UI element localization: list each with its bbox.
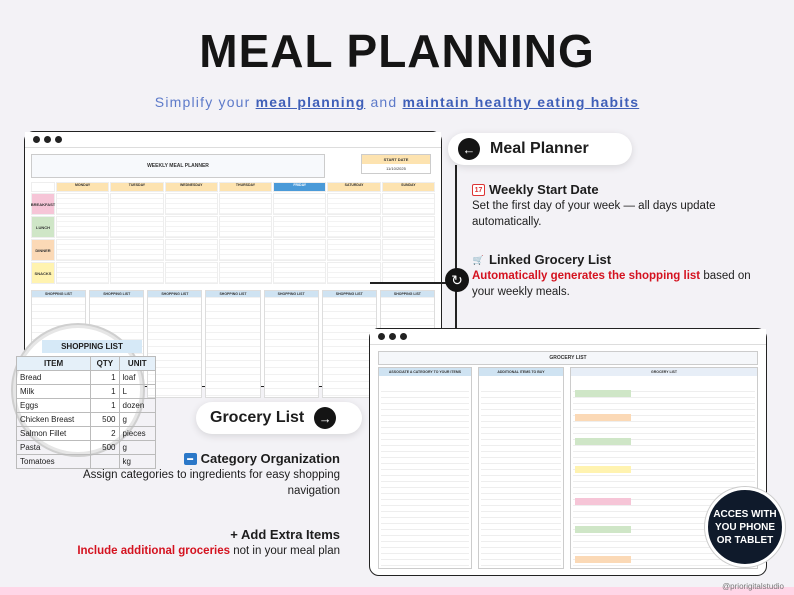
feature-body-text: based on your weekly meals. — [472, 270, 751, 298]
unit-cell: loaf — [119, 371, 155, 385]
shopping-list-header: SHOPPING LIST — [265, 291, 318, 297]
feature-heading — [40, 451, 340, 467]
item-cell: Bread — [17, 371, 91, 385]
feature-heading — [472, 182, 772, 198]
window-titlebar — [25, 132, 441, 148]
day-header: THURSDAY — [219, 182, 272, 192]
meal-cell[interactable] — [327, 262, 380, 284]
meal-cell[interactable] — [382, 216, 435, 238]
meal-cell[interactable] — [273, 239, 326, 261]
meal-cell[interactable] — [56, 239, 109, 261]
meal-cell[interactable] — [273, 193, 326, 215]
meal-cell[interactable] — [110, 193, 163, 215]
table-row — [17, 371, 156, 385]
qty-cell: 2 — [91, 427, 119, 441]
shopping-list-header: SHOPPING LIST — [206, 291, 259, 297]
start-date-label: START DATE — [362, 155, 430, 164]
table-row — [17, 427, 156, 441]
magnifier-title: SHOPPING LIST — [42, 340, 142, 353]
feature-linked-grocery — [472, 252, 772, 300]
category-band — [575, 438, 631, 445]
window-dot-icon — [55, 136, 62, 143]
item-cell: Eggs — [17, 399, 91, 413]
window-dot-icon — [33, 136, 40, 143]
meal-cell[interactable] — [110, 262, 163, 284]
panel-header: GROCERY LIST — [571, 368, 757, 376]
shopping-list-header: SHOPPING LIST — [148, 291, 201, 297]
meal-planner-label: Meal Planner — [490, 140, 589, 157]
qty-cell: 1 — [91, 399, 119, 413]
connector-line — [455, 165, 457, 355]
feature-body: Set the first day of your week — all days update automatically. — [472, 200, 716, 228]
table-row — [17, 413, 156, 427]
meal-label: SNACKS — [31, 262, 55, 284]
calendar-icon: 17 — [472, 184, 485, 196]
feature-title: Linked Grocery List — [489, 252, 612, 267]
day-header: SATURDAY — [327, 182, 380, 192]
window-dot-icon — [378, 333, 385, 340]
feature-weekly-start — [472, 182, 772, 230]
panel-header: ADDITIONAL ITEMS TO BUY — [479, 368, 563, 376]
column-header: QTY — [91, 357, 119, 371]
meal-cell[interactable] — [165, 193, 218, 215]
meal-cell[interactable] — [219, 193, 272, 215]
feature-heading — [472, 252, 772, 268]
mobile-access-badge — [705, 487, 785, 567]
connector-line — [370, 282, 450, 284]
feature-highlight: Automatically generates the shopping list — [472, 270, 701, 282]
feature-title: Weekly Start Date — [489, 182, 599, 197]
window-titlebar — [370, 329, 766, 345]
feature-heading — [40, 527, 340, 543]
table-row — [17, 399, 156, 413]
meal-cell[interactable] — [56, 193, 109, 215]
meal-cell[interactable] — [219, 239, 272, 261]
grid-corner — [31, 182, 55, 192]
feature-body — [472, 268, 772, 300]
category-band — [575, 466, 631, 473]
feature-body: Assign categories to ingredients for easy shopping navigation — [83, 469, 340, 497]
subtitle-text: and — [365, 94, 403, 110]
meal-cell[interactable] — [165, 262, 218, 284]
sync-icon: ↻ — [445, 268, 469, 292]
meal-cell[interactable] — [56, 262, 109, 284]
day-header: WEDNESDAY — [165, 182, 218, 192]
folder-icon: ▬ — [184, 453, 197, 465]
day-header: TUESDAY — [110, 182, 163, 192]
shopping-list-header: SHOPPING LIST — [381, 291, 434, 297]
meal-cell[interactable] — [110, 216, 163, 238]
subtitle-text: Simplify your — [154, 94, 256, 110]
item-cell: Chicken Breast — [17, 413, 91, 427]
unit-cell: pieces — [119, 427, 155, 441]
meal-label: BREAKFAST — [31, 193, 55, 215]
page-subtitle — [0, 94, 794, 110]
meal-cell[interactable] — [56, 216, 109, 238]
feature-title: + Add Extra Items — [230, 527, 340, 542]
meal-cell[interactable] — [327, 239, 380, 261]
panel-rows[interactable] — [381, 386, 469, 566]
mobile-access-text: ACCES WITH YOU PHONE OR TABLET — [713, 508, 777, 546]
item-cell: Pasta — [17, 441, 91, 455]
shopping-list-header: SHOPPING LIST — [32, 291, 85, 297]
feature-extra-items — [40, 527, 340, 559]
meal-planning-link[interactable]: meal planning — [255, 94, 366, 110]
window-dot-icon — [400, 333, 407, 340]
feature-category — [40, 451, 340, 499]
meal-cell[interactable] — [382, 262, 435, 284]
qty-cell: 1 — [91, 371, 119, 385]
day-header: FRIDAY — [273, 182, 326, 192]
meal-cell[interactable] — [327, 216, 380, 238]
feature-highlight: Include additional groceries — [77, 545, 231, 557]
feature-body-text: not in your meal plan — [230, 545, 340, 557]
panel-rows[interactable] — [481, 386, 561, 566]
daily-shopping-list — [205, 290, 260, 398]
day-header: MONDAY — [56, 182, 109, 192]
window-dot-icon — [44, 136, 51, 143]
category-band — [575, 414, 631, 421]
grocery-list-pill[interactable] — [196, 402, 362, 434]
unit-cell: kg — [119, 455, 155, 469]
meal-label: DINNER — [31, 239, 55, 261]
feature-title: Category Organization — [200, 451, 340, 466]
item-cell: Milk — [17, 385, 91, 399]
table-row — [17, 385, 156, 399]
arrow-left-icon: ← — [458, 138, 480, 160]
meal-cell[interactable] — [382, 239, 435, 261]
unit-cell: dozen — [119, 399, 155, 413]
meal-cell[interactable] — [273, 262, 326, 284]
start-date-box[interactable] — [361, 154, 431, 174]
meal-planner-pill[interactable] — [448, 133, 632, 165]
meal-cell[interactable] — [273, 216, 326, 238]
meal-cell[interactable] — [382, 193, 435, 215]
meal-cell[interactable] — [219, 262, 272, 284]
day-header: SUNDAY — [382, 182, 435, 192]
meal-grid — [31, 182, 435, 284]
category-band — [575, 556, 631, 563]
footer-bar — [0, 587, 794, 595]
meal-cell[interactable] — [219, 216, 272, 238]
additional-items-panel — [478, 367, 564, 569]
category-band — [575, 390, 631, 397]
grocery-list-label: Grocery List — [210, 409, 305, 426]
category-band — [575, 498, 631, 505]
meal-cell[interactable] — [327, 193, 380, 215]
cart-icon: 🛒 — [472, 255, 485, 265]
healthy-habits-link[interactable]: maintain healthy eating habits — [402, 94, 640, 110]
feature-body — [40, 543, 340, 559]
shopping-list-header: SHOPPING LIST — [90, 291, 143, 297]
page-title: MEAL PLANNING — [199, 25, 595, 77]
unit-cell: g — [119, 413, 155, 427]
window-dot-icon — [389, 333, 396, 340]
sheet-title: WEEKLY MEAL PLANNER — [31, 154, 325, 178]
qty-cell: 1 — [91, 385, 119, 399]
daily-shopping-list — [264, 290, 319, 398]
shopping-list-header: SHOPPING LIST — [323, 291, 376, 297]
panel-header: ASSOCIATE A CATEGORY TO YOUR ITEMS — [379, 368, 471, 376]
category-band — [575, 526, 631, 533]
item-cell: Tomatoes — [17, 455, 91, 469]
item-cell: Salmon Fillet — [17, 427, 91, 441]
qty-cell: 500 — [91, 413, 119, 427]
start-date-value[interactable]: 11/10/2025 — [386, 166, 406, 171]
meal-cell[interactable] — [110, 239, 163, 261]
shopping-list-magnifier — [13, 325, 147, 466]
grocery-sheet-title: GROCERY LIST — [378, 351, 758, 365]
meal-cell[interactable] — [165, 216, 218, 238]
column-header: ITEM — [17, 357, 91, 371]
studio-credit: @priorigitalstudio — [722, 582, 784, 591]
category-panel — [378, 367, 472, 569]
unit-cell: g — [119, 441, 155, 455]
unit-cell: L — [119, 385, 155, 399]
column-header: UNIT — [119, 357, 155, 371]
arrow-right-icon: → — [314, 407, 336, 429]
meal-cell[interactable] — [165, 239, 218, 261]
qty-cell: 500 — [91, 441, 119, 455]
meal-label: LUNCH — [31, 216, 55, 238]
